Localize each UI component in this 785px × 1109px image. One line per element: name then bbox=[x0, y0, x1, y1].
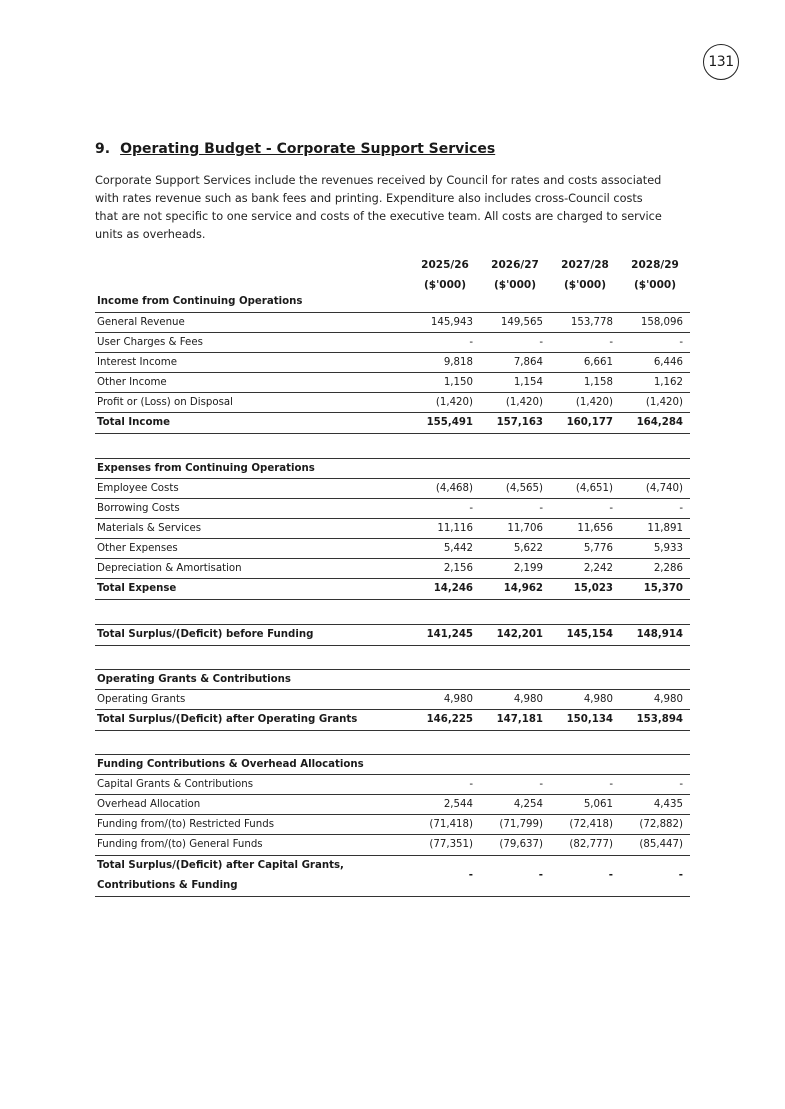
cell-2028-29: 148,914 bbox=[636, 629, 683, 640]
cell-2026-27: 2,199 bbox=[513, 563, 543, 574]
table-row-other-expenses bbox=[95, 538, 690, 559]
cell-2028-29: (4,740) bbox=[645, 483, 683, 494]
column-unit: ($'000) bbox=[423, 279, 467, 291]
cell-2028-29: 153,894 bbox=[636, 714, 683, 725]
cell-2028-29: 15,370 bbox=[643, 583, 683, 594]
table-row-operating-grants bbox=[95, 689, 690, 710]
cell-2027-28: 15,023 bbox=[573, 583, 613, 594]
table-row-total-expense bbox=[95, 578, 690, 600]
table-row-interest-income bbox=[95, 352, 690, 373]
row-label-line: Total Surplus/(Deficit) after Capital Grants, bbox=[97, 860, 344, 871]
table-row-general-revenue bbox=[95, 312, 690, 333]
row-label: General Revenue bbox=[97, 317, 185, 328]
row-label bbox=[97, 856, 344, 896]
page-number: 131 bbox=[703, 44, 739, 80]
cell-2028-29: 6,446 bbox=[653, 357, 683, 368]
table-row-final-total bbox=[95, 855, 690, 897]
cell-2025-26: 146,225 bbox=[426, 714, 473, 725]
cell-2025-26: 155,491 bbox=[426, 417, 473, 428]
cell-2027-28: 153,778 bbox=[570, 317, 613, 328]
table-row-other-income bbox=[95, 372, 690, 393]
section-header-funding bbox=[95, 754, 690, 775]
cell-2027-28: - bbox=[609, 779, 613, 790]
table-row-profit-disposal bbox=[95, 392, 690, 413]
cell-2025-26: 11,116 bbox=[437, 523, 473, 534]
cell-2027-28: - bbox=[609, 503, 613, 514]
table-row-borrowing-costs bbox=[95, 498, 690, 519]
row-label: Borrowing Costs bbox=[97, 503, 180, 514]
cell-2025-26: 145,943 bbox=[430, 317, 473, 328]
cell-2026-27: 149,565 bbox=[500, 317, 543, 328]
table-row-general-funds bbox=[95, 834, 690, 855]
cell-2026-27: (71,799) bbox=[499, 819, 543, 830]
cell-2027-28: 11,656 bbox=[577, 523, 613, 534]
cell-2027-28: 160,177 bbox=[566, 417, 613, 428]
table-row-surplus-after-grants bbox=[95, 709, 690, 731]
row-label-line: Contributions & Funding bbox=[97, 880, 238, 891]
cell-2026-27: 1,154 bbox=[513, 377, 543, 388]
cell-2028-29: - bbox=[679, 337, 683, 348]
cell-2026-27: - bbox=[539, 503, 543, 514]
column-year: 2027/28 bbox=[561, 259, 609, 271]
cell-2026-27: 157,163 bbox=[496, 417, 543, 428]
cell-2026-27: - bbox=[539, 779, 543, 790]
column-year: 2026/27 bbox=[491, 259, 539, 271]
row-label: Funding from/(to) Restricted Funds bbox=[97, 819, 274, 830]
table-row-employee-costs bbox=[95, 478, 690, 499]
cell-2028-29: 1,162 bbox=[653, 377, 683, 388]
cell-2027-28: 1,158 bbox=[583, 377, 613, 388]
row-label: Overhead Allocation bbox=[97, 799, 201, 810]
section-header-expenses bbox=[95, 458, 690, 479]
column-header-2025-26 bbox=[415, 255, 475, 295]
cell-2026-27: - bbox=[539, 337, 543, 348]
table-row-restricted-funds bbox=[95, 814, 690, 835]
column-year: 2028/29 bbox=[631, 259, 679, 271]
cell-2026-27: (79,637) bbox=[499, 839, 543, 850]
cell-2028-29: - bbox=[678, 870, 683, 881]
cell-2028-29: 11,891 bbox=[647, 523, 683, 534]
cell-2028-29: 4,980 bbox=[653, 694, 683, 705]
table-row-total-income bbox=[95, 412, 690, 434]
cell-2026-27: 4,254 bbox=[513, 799, 543, 810]
row-label: Employee Costs bbox=[97, 483, 179, 494]
section-number: 9. bbox=[95, 141, 111, 157]
column-year: 2025/26 bbox=[421, 259, 469, 271]
row-label: Depreciation & Amortisation bbox=[97, 563, 242, 574]
column-header-2026-27 bbox=[485, 255, 545, 295]
cell-2027-28: 2,242 bbox=[583, 563, 613, 574]
row-label: Expenses from Continuing Operations bbox=[97, 463, 315, 474]
cell-2027-28: (1,420) bbox=[575, 397, 613, 408]
cell-2028-29: (85,447) bbox=[639, 839, 683, 850]
cell-2028-29: 164,284 bbox=[636, 417, 683, 428]
cell-2025-26: 141,245 bbox=[426, 629, 473, 640]
cell-2026-27: 5,622 bbox=[513, 543, 543, 554]
cell-2025-26: - bbox=[468, 870, 473, 881]
cell-2028-29: (72,882) bbox=[639, 819, 683, 830]
intro-paragraph bbox=[95, 172, 695, 244]
cell-2027-28: 5,776 bbox=[583, 543, 613, 554]
row-label: Operating Grants bbox=[97, 694, 186, 705]
row-label: Capital Grants & Contributions bbox=[97, 779, 254, 790]
cell-2028-29: 4,435 bbox=[653, 799, 683, 810]
intro-line: with rates revenue such as bank fees and printing. Expenditure also includes cross-Council costs bbox=[95, 192, 643, 205]
row-label: Other Expenses bbox=[97, 543, 178, 554]
row-label: Profit or (Loss) on Disposal bbox=[97, 397, 233, 408]
cell-2025-26: (1,420) bbox=[435, 397, 473, 408]
cell-2025-26: (4,468) bbox=[435, 483, 473, 494]
row-label: Total Expense bbox=[97, 583, 177, 594]
row-label: Funding Contributions & Overhead Allocations bbox=[97, 759, 364, 770]
row-label: Income from Continuing Operations bbox=[97, 296, 303, 307]
cell-2028-29: (1,420) bbox=[645, 397, 683, 408]
cell-2026-27: 7,864 bbox=[513, 357, 543, 368]
column-unit: ($'000) bbox=[563, 279, 607, 291]
cell-2028-29: 158,096 bbox=[640, 317, 683, 328]
cell-2026-27: 4,980 bbox=[513, 694, 543, 705]
cell-2025-26: 2,544 bbox=[443, 799, 473, 810]
cell-2027-28: 4,980 bbox=[583, 694, 613, 705]
cell-2025-26: - bbox=[469, 337, 473, 348]
row-label: Funding from/(to) General Funds bbox=[97, 839, 263, 850]
cell-2025-26: - bbox=[469, 779, 473, 790]
cell-2028-29: - bbox=[679, 779, 683, 790]
table-row-depreciation bbox=[95, 558, 690, 579]
cell-2025-26: 9,818 bbox=[443, 357, 473, 368]
cell-2025-26: (77,351) bbox=[429, 839, 473, 850]
section-header-grants bbox=[95, 669, 690, 690]
section-heading bbox=[95, 141, 495, 157]
cell-2027-28: 145,154 bbox=[566, 629, 613, 640]
cell-2026-27: (1,420) bbox=[505, 397, 543, 408]
cell-2025-26: 1,150 bbox=[443, 377, 473, 388]
cell-2026-27: (4,565) bbox=[505, 483, 543, 494]
cell-2025-26: 2,156 bbox=[443, 563, 473, 574]
cell-2028-29: 2,286 bbox=[653, 563, 683, 574]
cell-2025-26: 5,442 bbox=[443, 543, 473, 554]
cell-2025-26: 4,980 bbox=[443, 694, 473, 705]
cell-2028-29: 5,933 bbox=[653, 543, 683, 554]
cell-2027-28: (72,418) bbox=[569, 819, 613, 830]
section-header-income bbox=[95, 292, 690, 312]
row-label: Total Surplus/(Deficit) after Operating Grants bbox=[97, 714, 358, 725]
table-row-overhead-allocation bbox=[95, 794, 690, 815]
cell-2027-28: - bbox=[608, 870, 613, 881]
column-header-2028-29 bbox=[625, 255, 685, 295]
intro-line: that are not specific to one service and costs of the executive team. All costs are charged to service bbox=[95, 210, 662, 223]
cell-2026-27: 11,706 bbox=[507, 523, 543, 534]
table-row-capital-grants bbox=[95, 774, 690, 795]
cell-2025-26: 14,246 bbox=[433, 583, 473, 594]
row-label: Interest Income bbox=[97, 357, 177, 368]
row-label: Materials & Services bbox=[97, 523, 202, 534]
intro-line: units as overheads. bbox=[95, 228, 206, 241]
row-label: User Charges & Fees bbox=[97, 337, 203, 348]
section-title: Operating Budget - Corporate Support Services bbox=[120, 141, 496, 157]
cell-2025-26: - bbox=[469, 503, 473, 514]
cell-2026-27: 147,181 bbox=[496, 714, 543, 725]
row-label: Other Income bbox=[97, 377, 167, 388]
table-row-surplus-before-funding bbox=[95, 624, 690, 646]
cell-2028-29: - bbox=[679, 503, 683, 514]
cell-2027-28: 150,134 bbox=[566, 714, 613, 725]
row-label: Operating Grants & Contributions bbox=[97, 674, 291, 685]
cell-2025-26: (71,418) bbox=[429, 819, 473, 830]
column-unit: ($'000) bbox=[633, 279, 677, 291]
row-label: Total Surplus/(Deficit) before Funding bbox=[97, 629, 314, 640]
cell-2027-28: (4,651) bbox=[575, 483, 613, 494]
table-row-user-charges bbox=[95, 332, 690, 353]
column-unit: ($'000) bbox=[493, 279, 537, 291]
cell-2027-28: - bbox=[609, 337, 613, 348]
cell-2027-28: 6,661 bbox=[583, 357, 613, 368]
cell-2027-28: 5,061 bbox=[583, 799, 613, 810]
cell-2026-27: - bbox=[538, 870, 543, 881]
column-header-2027-28 bbox=[555, 255, 615, 295]
cell-2026-27: 14,962 bbox=[503, 583, 543, 594]
row-label: Total Income bbox=[97, 417, 170, 428]
intro-line: Corporate Support Services include the revenues received by Council for rates and costs associated bbox=[95, 174, 662, 187]
cell-2026-27: 142,201 bbox=[496, 629, 543, 640]
table-row-materials bbox=[95, 518, 690, 539]
cell-2027-28: (82,777) bbox=[569, 839, 613, 850]
